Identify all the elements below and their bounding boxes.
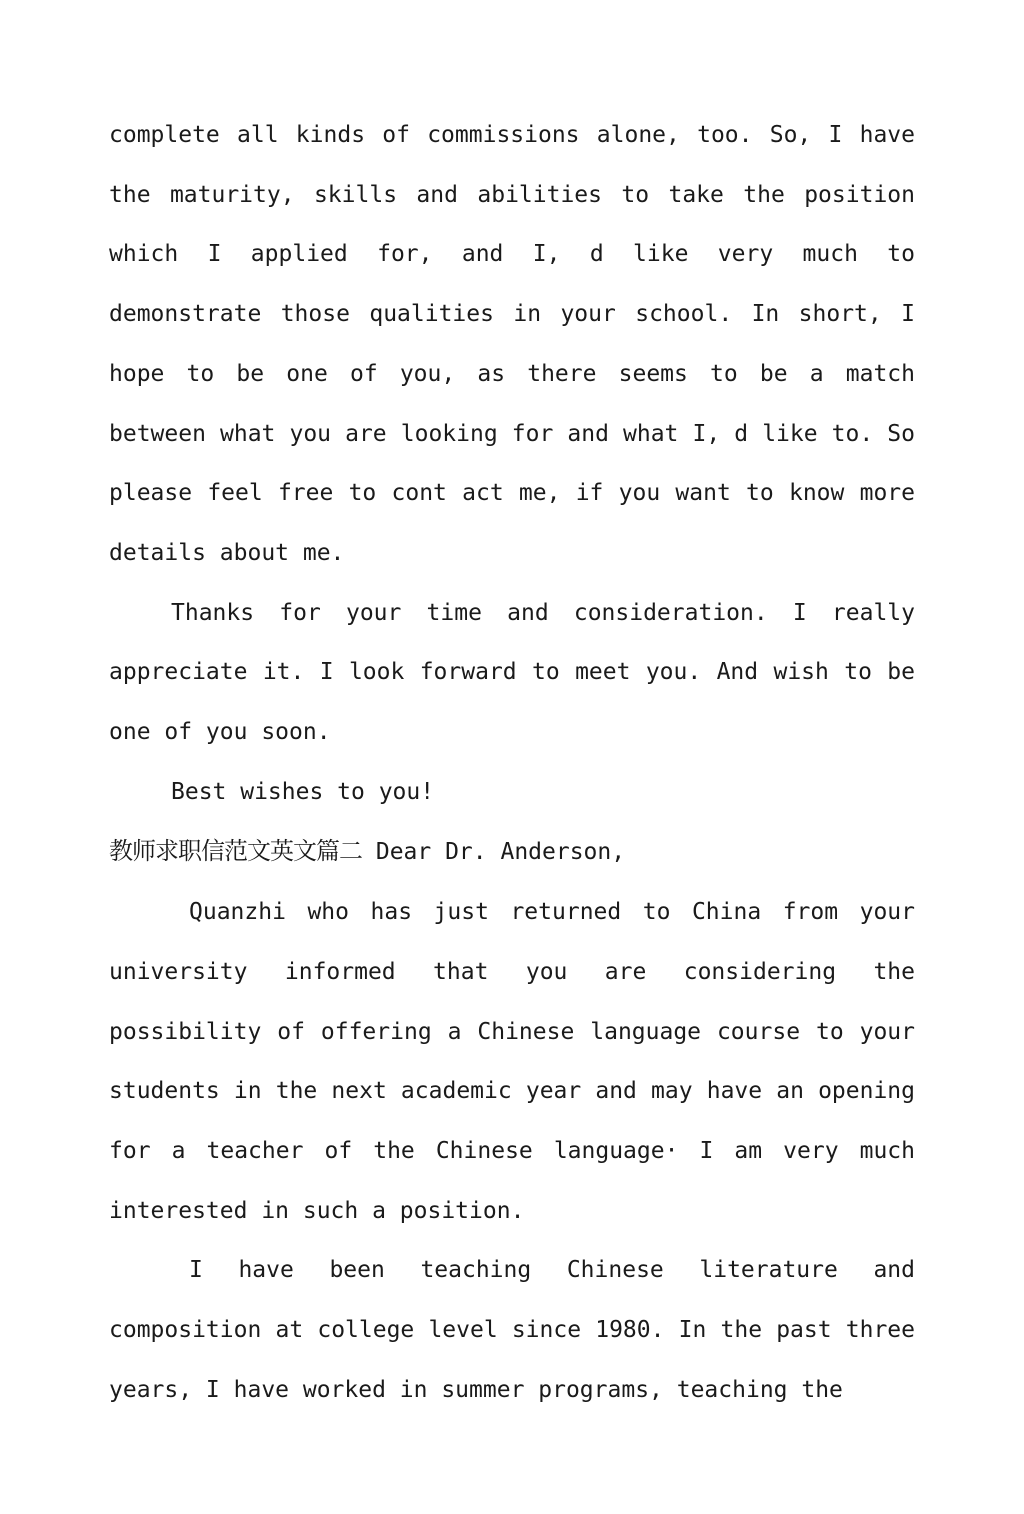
section-heading-cjk: 教师求职信范文英文篇二 (109, 837, 362, 866)
paragraph-experience: I have been teaching Chinese literature and composition at college level since 1980. In the past three years, I have worked in summer programs, teaching the (109, 1257, 915, 1403)
document-page (109, 106, 915, 1420)
paragraph-thanks: Thanks for your time and consideration. I really appreciate it. I look forward to meet you. And wish to be one of you soon. (109, 599, 915, 746)
paragraph-closing: Best wishes to you! (171, 778, 435, 805)
salutation: Dear Dr. Anderson, (362, 839, 626, 866)
paragraph-qualifications: complete all kinds of commissions alone, too. So, I have the maturity, skills and abilities to take the position which I applied for, and I, d like very much to demonstrate those qualities in your school. In short, I hope to be one of you, as there seems to be a match between what you are looking for and what I, d like to. So please feel free to cont act me, if you want to know more details about me. (109, 122, 915, 566)
paragraph-intro: Quanzhi who has just returned to China from your university informed that you are considering the possibility of offering a Chinese language course to your students in the next academic year and may have an opening for a teacher of the Chinese language· I am very much interested in such a position. (109, 899, 915, 1224)
section-heading (109, 822, 915, 883)
